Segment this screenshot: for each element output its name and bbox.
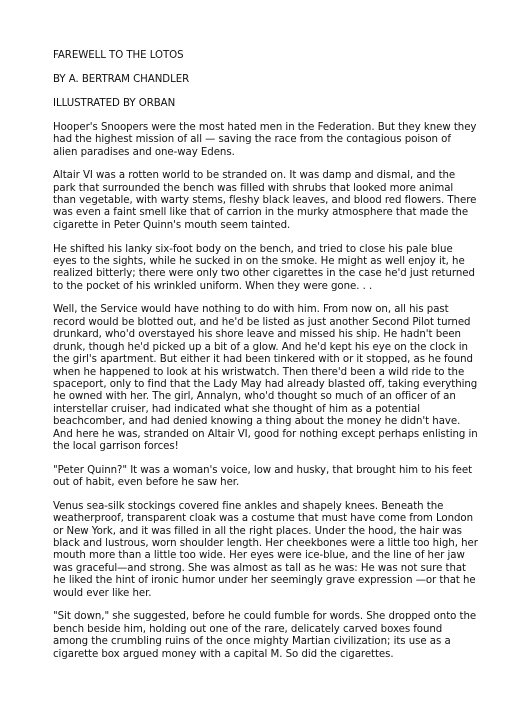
paragraph-description: Venus sea-silk stockings covered fine ankles and shapely knees. Beneath the weatherproof, transparent cloak was a costume that must have come from London or New York, and it was filled in all the right places. Under the hood, the hair was black and lustrous, worn shoulder length. Her cheekbones were a little too high, her mouth more than a little too wide. Her eyes were ice-blue, and the line of her jaw was graceful—and strong. She was almost as tall as he was: He was not sure that he liked the hint of ironic humor under her seemingly grave expression —or that he would ever like her. bbox=[53, 500, 478, 599]
illustrator-credit: ILLUSTRATED BY ORBAN bbox=[53, 97, 176, 109]
author-byline: BY A. BERTRAM CHANDLER bbox=[53, 73, 190, 85]
paragraph-voice: "Peter Quinn?" It was a woman's voice, low and husky, that brought him to his feet out of habit, even before he saw her. bbox=[53, 464, 473, 489]
paragraph-summary: Hooper's Snoopers were the most hated men in the Federation. But they knew they had the highest mission of all — saving the race from the contagious poison of alien paradises and one-way Edens. bbox=[53, 121, 477, 158]
paragraph-altair: Altair VI was a rotten world to be stranded on. It was damp and dismal, and the park that surrounded the bench was filled with shrubs that looked more animal than vegetable, with warty stems, fleshy black leaves, and blood red flowers. There was even a faint smell like that of carrion in the murky atmosphere that made the cigarette in Peter Quinn's mouth seem tainted. bbox=[53, 170, 477, 231]
paragraph-sit-down: "Sit down," she suggested, before he could fumble for words. She dropped onto the bench beside him, holding out one of the rare, delicately carved boxes found among the crumbling ruins of the once mighty Martian civilization; its use as a cigarette box argued money with a capital M. So did the cigarettes. bbox=[53, 611, 477, 660]
document-page bbox=[53, 50, 478, 672]
story-title: FAREWELL TO THE LOTOS bbox=[53, 50, 184, 61]
paragraph-bench: He shifted his lanky six-foot body on the bench, and tried to close his pale blue eyes to the sights, while he sucked in on the smoke. He might as well enjoy it, he realized bitterly; there were only two other cigarettes in the case he'd just returned to the pocket of his wrinkled uniform. When they were gone. . . bbox=[53, 243, 475, 292]
paragraph-service: Well, the Service would have nothing to do with him. From now on, all his past record would be blotted out, and he'd be listed as just another Second Pilot turned drunkard, who'd overstayed his shore leave and missed his ship. He hadn't been drunk, though he'd picked up a bit of a glow. And he'd kept his eye on the clock in the girl's apartment. But either it had been tinkered with or it stopped, as he found when he happened to look at his wristwatch. Then there'd been a wild ride to the spaceport, only to find that the Lady May had already blasted off, taking everything he owned with her. The girl, Annalyn, who'd thought so much of an officer of an interstellar cruiser, had indicated what she thought of him as a potential beachcomber, and had denied knowing a thing about the money he didn't have. And here he was, stranded on Altair VI, good for nothing except perhaps enlisting in the local garrison forces! bbox=[53, 304, 478, 452]
